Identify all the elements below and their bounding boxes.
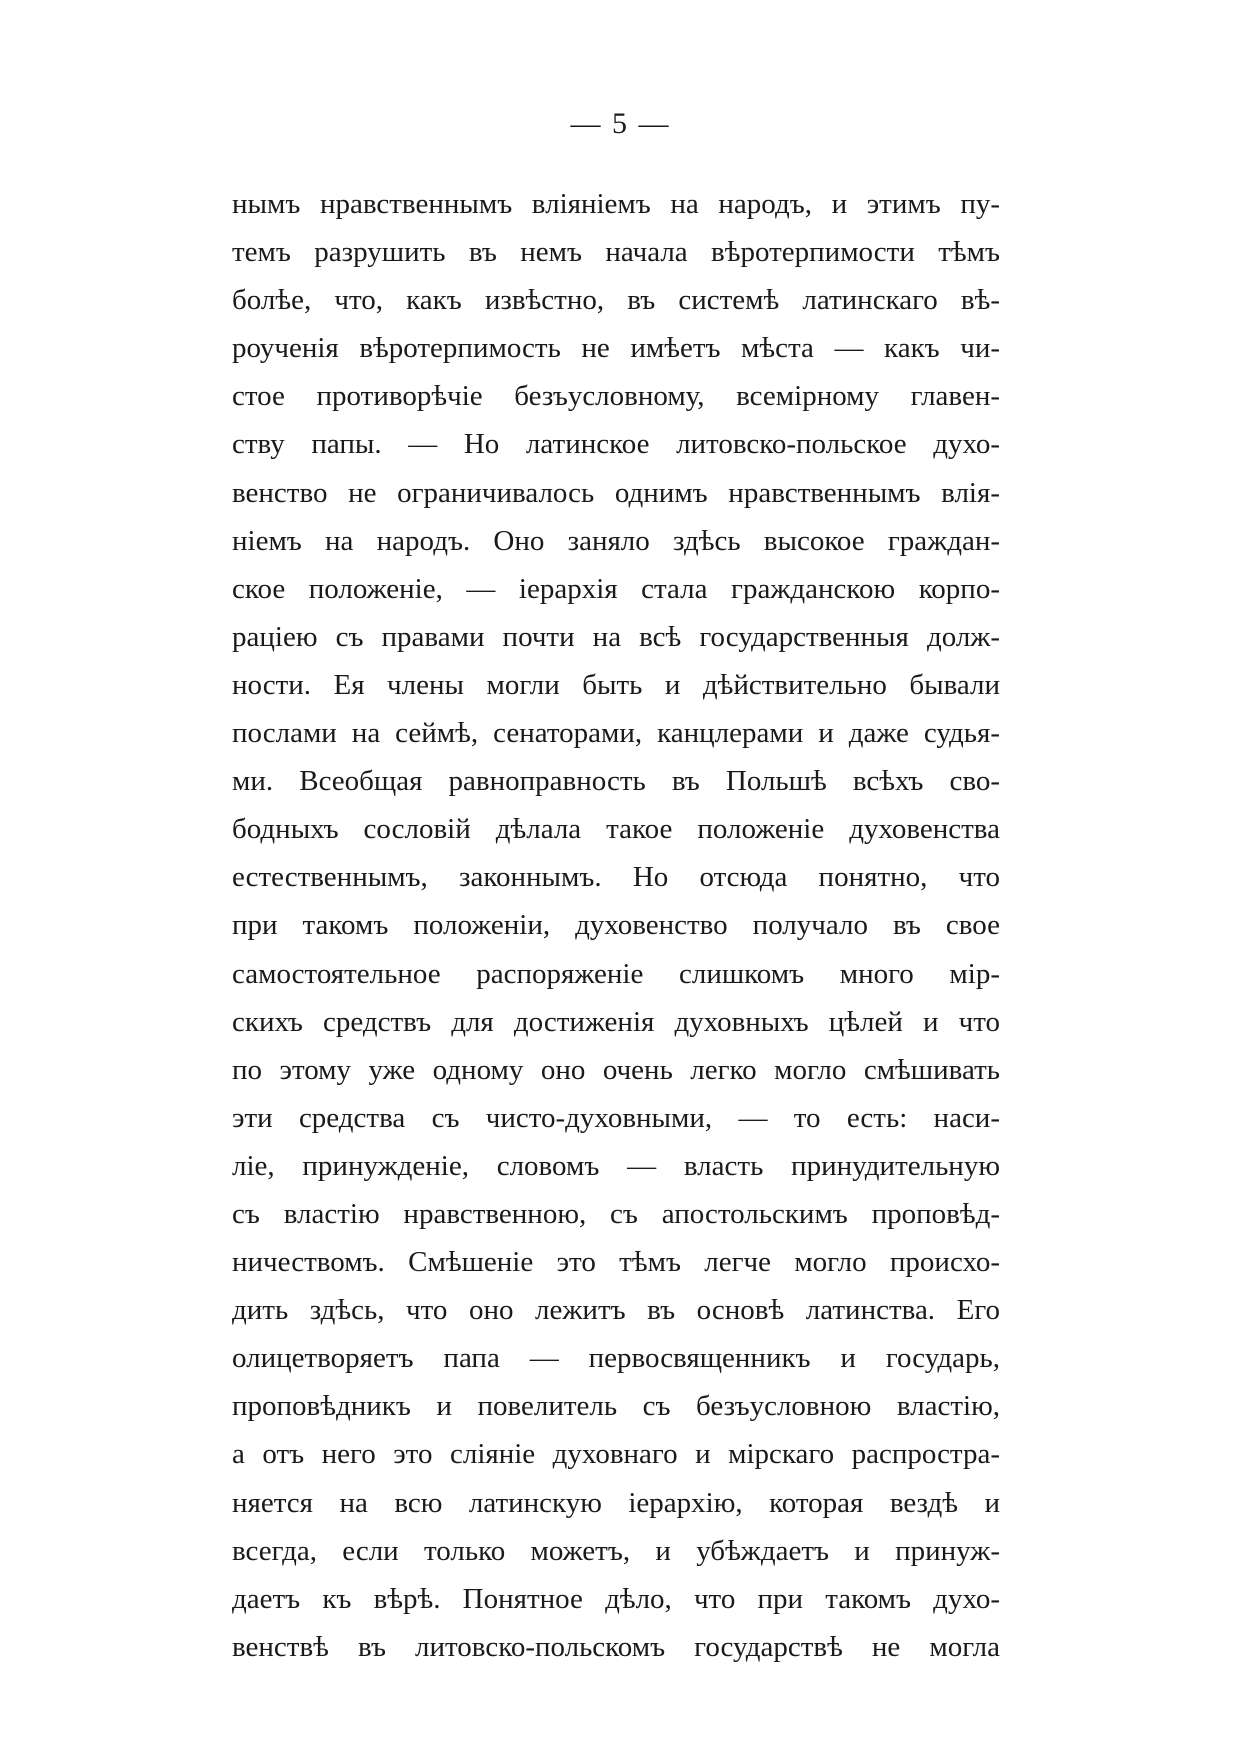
text-line: венство не ограничивалось однимъ нравственнымъ влія- (232, 476, 1000, 509)
text-line: ліе, принужденіе, словомъ — власть принудительную (232, 1149, 1000, 1182)
text-line: бодныхъ сословій дѣлала такое положеніе духовенства (232, 813, 1000, 846)
text-line: венствѣ въ литовско-польскомъ государствѣ не могла (232, 1630, 1000, 1663)
text-line: ничествомъ. Смѣшеніе это тѣмъ легче могло происхо- (232, 1246, 1000, 1279)
text-line: при такомъ положеніи, духовенство получало въ свое (232, 909, 1000, 942)
text-line: олицетворяетъ папа — первосвященникъ и государь, (232, 1342, 1000, 1375)
text-line: ніемъ на народъ. Оно заняло здѣсь высокое граждан- (232, 524, 1000, 557)
text-line: стое противорѣчіе безъусловному, всемірному главен- (232, 380, 1000, 413)
text-line: проповѣдникъ и повелитель съ безъусловною властію, (232, 1390, 1000, 1423)
text-line: болѣе, что, какъ извѣстно, въ системѣ латинскаго вѣ- (232, 284, 1000, 317)
text-line: по этому уже одному оно очень легко могло смѣшивать (232, 1053, 1000, 1086)
text-line: нымъ нравственнымъ вліяніемъ на народъ, и этимъ пу- (232, 188, 1000, 220)
text-line: няется на всю латинскую іерархію, которая вездѣ и (232, 1486, 1000, 1519)
text-line: самостоятельное распоряженіе слишкомъ много мір- (232, 957, 1000, 990)
text-line: темъ разрушить въ немъ начала вѣротерпимости тѣмъ (232, 236, 1000, 269)
text-line: ству папы. — Но латинское литовско-польское духо- (232, 428, 1000, 461)
text-line: а отъ него это сліяніе духовнаго и мірскаго распростра- (232, 1438, 1000, 1471)
text-line: съ властію нравственною, съ апостольскимъ проповѣд- (232, 1197, 1000, 1230)
text-line: ское положеніе, — іерархія стала гражданскою корпо- (232, 572, 1000, 605)
text-line: послами на сеймѣ, сенаторами, канцлерами и даже судья- (232, 717, 1000, 750)
body-text (232, 180, 1000, 1671)
text-line: эти средства съ чисто-духовными, — то есть: наси- (232, 1101, 1000, 1134)
text-line: всегда, если только можетъ, и убѣждаетъ и принуж- (232, 1534, 1000, 1567)
text-line: естественнымъ, законнымъ. Но отсюда понятно, что (232, 861, 1000, 894)
text-line: роученія вѣротерпимость не имѣетъ мѣста — какъ чи- (232, 332, 1000, 365)
text-line: ности. Ея члены могли быть и дѣйствительно бывали (232, 668, 1000, 701)
text-line: скихъ средствъ для достиженія духовныхъ цѣлей и что (232, 1005, 1000, 1038)
page-number: — 5 — (570, 107, 671, 140)
text-line: раціею съ правами почти на всѣ государственныя долж- (232, 620, 1000, 653)
text-line: ми. Всеобщая равноправность въ Польшѣ всѣхъ сво- (232, 765, 1000, 798)
text-line: дить здѣсь, что оно лежитъ въ основѣ латинства. Его (232, 1294, 1000, 1327)
text-line: даетъ къ вѣрѣ. Понятное дѣло, что при такомъ духо- (232, 1582, 1000, 1615)
